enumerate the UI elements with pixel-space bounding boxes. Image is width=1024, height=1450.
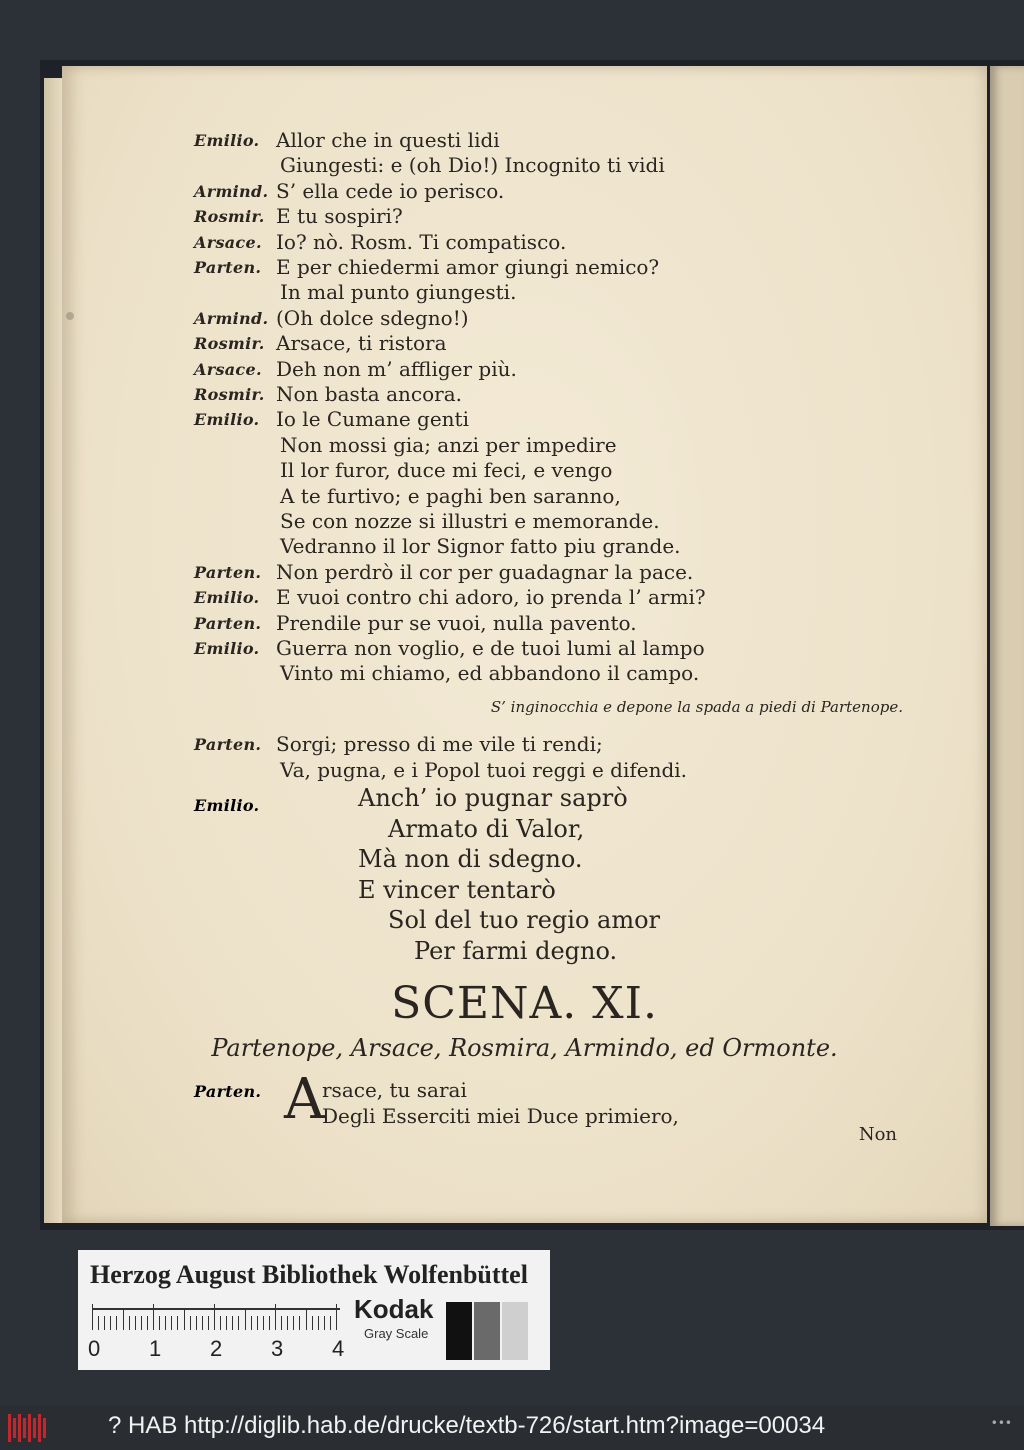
ruler-tick <box>92 1304 93 1330</box>
ruler-tick <box>116 1316 117 1330</box>
adjacent-page-edge <box>990 66 1024 1226</box>
verse-text: E vuoi contro chi adoro, io prenda l’ armi? <box>276 585 706 610</box>
ruler-tick <box>177 1316 178 1330</box>
ruler-tick <box>202 1316 203 1330</box>
ruler-tick <box>165 1316 166 1330</box>
page-fore-edge <box>44 78 62 1223</box>
verse-text: (Oh dolce sdegno!) <box>276 305 469 330</box>
ruler-number: 3 <box>271 1336 284 1361</box>
ruler-tick <box>312 1316 313 1330</box>
dialogue-line <box>62 230 987 258</box>
ruler-number: 1 <box>149 1336 162 1361</box>
dialogue-line <box>62 433 987 461</box>
dialogue-line <box>62 661 987 689</box>
stage-direction: S’ inginocchia e depone la spada a piedi di Partenope. <box>490 698 903 716</box>
dialogue-line <box>62 357 987 385</box>
speaker-label: Rosmir. <box>194 385 265 404</box>
color-calibration-bar <box>78 1250 550 1370</box>
ruler-tick <box>153 1304 154 1330</box>
ruler-tick <box>98 1316 99 1330</box>
ruler-tick <box>251 1316 252 1330</box>
ruler-tick <box>159 1316 160 1330</box>
ruler-tick <box>104 1316 105 1330</box>
verse-text: Io? nò. Rosm. Ti compatisco. <box>276 229 567 254</box>
aria-speaker: Emilio. <box>194 796 260 815</box>
ruler-tick <box>190 1316 191 1330</box>
aria-line: Anch’ io pugnar saprò <box>358 784 628 812</box>
ruler-scale <box>92 1308 340 1310</box>
viewer-footer <box>0 1406 1024 1450</box>
dialogue-line <box>62 458 987 486</box>
scene-line-2: Degli Esserciti miei Duce primiero, <box>322 1104 679 1128</box>
ruler-tick <box>324 1316 325 1330</box>
dialogue-line <box>62 179 987 207</box>
speaker-label: Emilio. <box>194 131 260 150</box>
speaker-label: Rosmir. <box>194 334 265 354</box>
ruler-tick <box>171 1316 172 1330</box>
ruler-tick <box>110 1316 111 1330</box>
footer-menu-icon[interactable]: ••• <box>990 1416 1012 1430</box>
speaker-label: Parten. <box>194 735 262 754</box>
dialogue-line <box>62 128 987 156</box>
ruler-tick <box>330 1316 331 1330</box>
verse-text: Guerra non voglio, e de tuoi lumi al lampo <box>276 636 705 660</box>
verse-text: Io le Cumane genti <box>276 407 469 432</box>
verse-text: Va, pugna, e i Popol tuoi reggi e difendi. <box>280 758 688 782</box>
ruler-number: 0 <box>88 1336 101 1361</box>
dialogue-line <box>62 534 987 562</box>
verse-text: Vedranno il lor Signor fatto piu grande. <box>280 534 681 559</box>
dialogue-line <box>62 407 987 435</box>
dialogue-line <box>62 204 987 232</box>
scene-title: SCENA. XI. <box>391 978 658 1029</box>
ruler-tick <box>281 1316 282 1330</box>
ruler-tick <box>293 1316 294 1330</box>
speaker-label: Parten. <box>194 613 262 633</box>
hab-logo-icon <box>8 1414 48 1442</box>
verse-text: Non perdrò il cor per guadagnar la pace. <box>276 559 694 584</box>
dialogue-line <box>62 306 987 334</box>
speaker-label: Emilio. <box>194 588 260 608</box>
speaker-label: Rosmir. <box>194 207 265 227</box>
verse-text: In mal punto giungesti. <box>280 280 517 305</box>
ruler-tick <box>287 1316 288 1330</box>
book-page <box>62 66 987 1223</box>
verse-text: Allor che in questi lidi <box>276 128 500 152</box>
page-blemish <box>66 312 74 320</box>
ruler-tick <box>245 1310 246 1330</box>
scene-speaker: Parten. <box>194 1082 262 1101</box>
ruler-tick <box>275 1304 276 1330</box>
verse-text: Non basta ancora. <box>276 382 462 406</box>
footer-url[interactable]: ? HAB http://diglib.hab.de/drucke/textb-726/start.htm?image=00034 <box>108 1412 826 1439</box>
verse-text: Deh non m’ affliger più. <box>276 356 517 381</box>
speaker-label: Parten. <box>194 562 262 582</box>
ruler-number: 2 <box>210 1336 223 1361</box>
scene-characters: Partenope, Arsace, Rosmira, Armindo, ed Ormonte. <box>211 1034 838 1062</box>
ruler-tick <box>232 1316 233 1330</box>
ruler-tick <box>318 1316 319 1330</box>
dialogue-line <box>62 585 987 613</box>
ruler-number: 4 <box>332 1336 345 1361</box>
ruler-tick <box>299 1316 300 1330</box>
ruler-tick <box>129 1316 130 1330</box>
ruler-tick <box>135 1316 136 1330</box>
ruler-tick <box>306 1310 307 1330</box>
speaker-label: Arsace. <box>194 232 262 252</box>
ruler-tick <box>336 1304 337 1330</box>
aria-line: E vincer tentarò <box>358 875 556 904</box>
speaker-label: Arsace. <box>194 359 262 379</box>
dialogue-line <box>62 484 987 512</box>
aria-line: Per farmi degno. <box>414 936 618 965</box>
verse-text: Arsace, ti ristora <box>276 331 447 356</box>
dialogue-line <box>62 153 987 181</box>
speaker-label: Parten. <box>194 258 262 277</box>
ruler-tick <box>238 1316 239 1330</box>
dialogue-line <box>62 509 987 537</box>
dialogue-line <box>62 732 987 760</box>
dialogue-line <box>62 280 987 308</box>
dialogue-line <box>62 611 987 639</box>
dialogue-line <box>62 255 987 283</box>
stage-direction-line <box>62 698 987 726</box>
dialogue-line <box>62 331 987 359</box>
speaker-label: Emilio. <box>194 639 260 658</box>
ruler-tick <box>269 1316 270 1330</box>
ruler-tick <box>226 1316 227 1330</box>
ruler-tick <box>208 1316 209 1330</box>
ruler-tick <box>257 1316 258 1330</box>
verse-text: E per chiedermi amor giungi nemico? <box>276 255 660 279</box>
verse-text: A te furtivo; e paghi ben saranno, <box>280 483 621 508</box>
dialogue-line <box>62 560 987 588</box>
verse-text: S’ ella cede io perisco. <box>276 178 505 203</box>
ruler-tick <box>263 1316 264 1330</box>
speaker-label: Armind. <box>194 181 269 201</box>
aria-line: Mà non di sdegno. <box>358 845 583 873</box>
verse-text: Se con nozze si illustri e memorande. <box>280 509 660 533</box>
swatch-gray <box>474 1302 500 1360</box>
verse-text: Sorgi; presso di me vile ti rendi; <box>276 732 603 756</box>
kodak-logo: Kodak <box>354 1294 434 1324</box>
ruler-tick <box>220 1316 221 1330</box>
speaker-label: Armind. <box>194 308 269 328</box>
aria-line: Sol del tuo regio amor <box>388 906 661 934</box>
verse-text: Prendile pur se vuoi, nulla pavento. <box>276 610 637 635</box>
verse-text: Vinto mi chiamo, ed abbandono il campo. <box>280 661 700 686</box>
scene-line-1: rsace, tu sarai <box>322 1078 467 1102</box>
gray-scale-label: Gray Scale <box>364 1326 429 1341</box>
ruler-tick <box>214 1304 215 1330</box>
swatch-light <box>502 1302 528 1360</box>
ruler-tick <box>147 1316 148 1330</box>
ruler-tick <box>141 1316 142 1330</box>
ruler-tick <box>123 1310 124 1330</box>
ruler-tick <box>196 1316 197 1330</box>
verse-text: Il lor furor, duce mi feci, e vengo <box>280 458 613 483</box>
dialogue-line <box>62 382 987 410</box>
speaker-label: Emilio. <box>194 410 260 430</box>
library-name: Herzog August Bibliothek Wolfenbüttel <box>90 1260 528 1289</box>
dialogue-line <box>62 758 987 786</box>
ruler-tick <box>184 1310 185 1330</box>
swatch-black <box>446 1302 472 1360</box>
catchword: Non <box>858 1124 897 1145</box>
dialogue-line <box>62 636 987 664</box>
verse-text: E tu sospiri? <box>276 204 403 229</box>
aria-line: Armato di Valor, <box>388 814 585 843</box>
verse-text: Non mossi gia; anzi per impedire <box>280 432 617 457</box>
drop-capital: A <box>284 1067 325 1132</box>
verse-text: Giungesti: e (oh Dio!) Incognito ti vidi <box>280 153 665 178</box>
